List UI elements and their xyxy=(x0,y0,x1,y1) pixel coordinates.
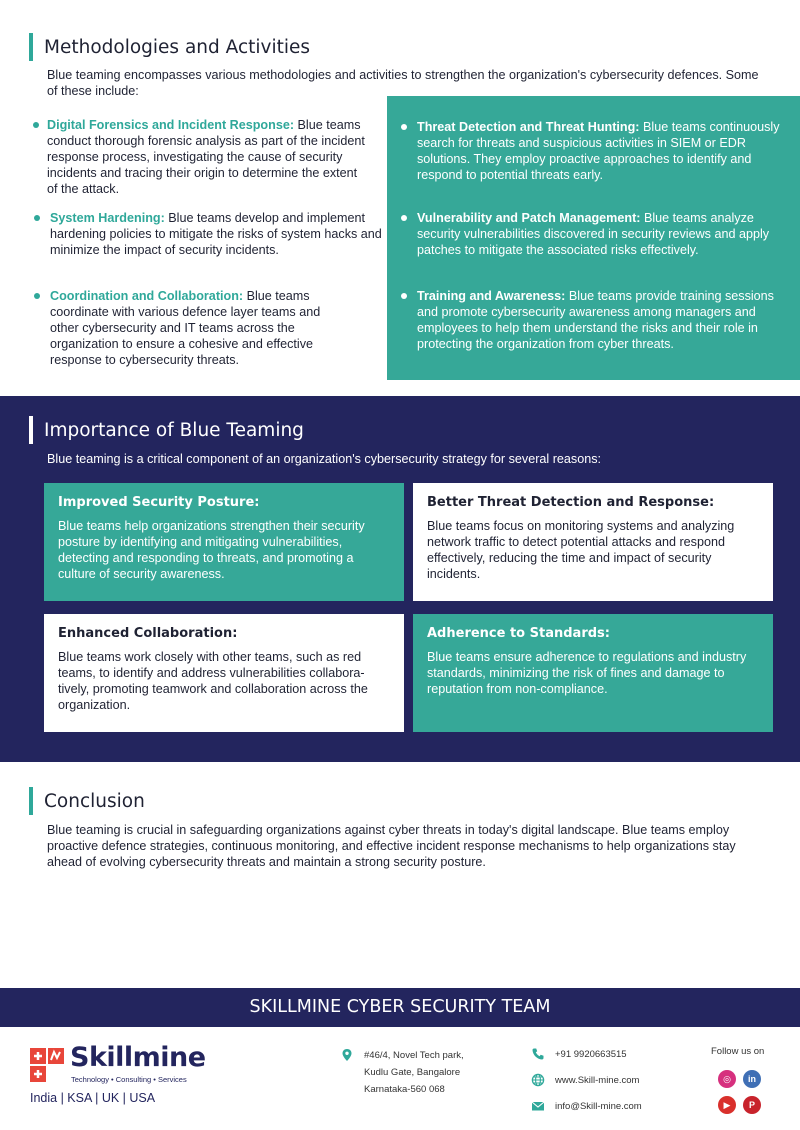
footer-team-banner: SKILLMINE CYBER SECURITY TEAM xyxy=(0,988,800,1027)
list-item xyxy=(50,210,382,258)
email-link[interactable]: info@Skill-mine.com xyxy=(555,1101,642,1112)
brand-name: Skillmine xyxy=(70,1042,206,1073)
brand-tagline: Technology • Consulting • Services xyxy=(71,1075,187,1084)
importance-card xyxy=(44,483,404,601)
importance-section xyxy=(0,396,800,762)
item-text: Blue teams conduct thorough forensic analysis as part of the incident response process, investigating the cause of security incidents and tracing their origin to determine the extent of the attack. xyxy=(47,118,365,196)
skillmine-logo-icon xyxy=(30,1048,64,1082)
list-item xyxy=(47,117,369,197)
location-icon xyxy=(340,1048,354,1062)
item-label: Training and Awareness: xyxy=(417,289,566,303)
bullet-icon xyxy=(33,122,39,128)
globe-icon xyxy=(531,1073,545,1087)
list-item xyxy=(417,288,787,352)
methodologies-intro: Blue teaming encompasses various methodologies and activities to strengthen the organization's cybersecurity defences. Some of these include: xyxy=(47,68,759,98)
item-text: Blue teams analyze security vulnerabilities discovered in security reviews and apply patches to mitigate the associated risks effectively. xyxy=(417,211,770,257)
card-title: Better Threat Detection and Response: xyxy=(427,495,715,510)
countries: India | KSA | UK | USA xyxy=(30,1091,156,1105)
address-line: Kudlu Gate, Bangalore xyxy=(364,1067,461,1078)
card-text: Blue teams work closely with other teams, such as red teams, to identify and address vulnerabilities collabora-tively, promoting teamwork and collaboration across the organization. xyxy=(58,650,368,712)
linkedin-icon[interactable]: in xyxy=(743,1070,761,1088)
section-accent-bar xyxy=(29,787,33,815)
importance-title: Importance of Blue Teaming xyxy=(44,420,304,441)
bullet-icon xyxy=(34,215,40,221)
conclusion-text: Blue teaming is crucial in safeguarding organizations against cyber threats in today's digital landscape. Blue teams employ proactive defence strategies, continuous monitoring, and effective incident response mechanisms to help organizations stay ahead of evolving cybersecurity threats and maintain a strong security posture. xyxy=(47,823,736,869)
phone-number[interactable]: +91 9920663515 xyxy=(555,1049,627,1060)
youtube-icon[interactable]: ▶ xyxy=(718,1096,736,1114)
conclusion-title: Conclusion xyxy=(44,791,145,812)
list-item xyxy=(417,210,785,258)
methodologies-title: Methodologies and Activities xyxy=(44,37,311,58)
item-label: Threat Detection and Threat Hunting: xyxy=(417,120,640,134)
mail-icon xyxy=(531,1099,545,1113)
card-title: Improved Security Posture: xyxy=(58,495,260,510)
importance-subtitle: Blue teaming is a critical component of an organization's cybersecurity strategy for several reasons: xyxy=(47,452,601,466)
bullet-icon xyxy=(401,124,407,130)
pinterest-icon[interactable]: P xyxy=(743,1096,761,1114)
item-label: Vulnerability and Patch Management: xyxy=(417,211,641,225)
importance-card xyxy=(44,614,404,732)
section-accent-bar xyxy=(29,416,33,444)
section-accent-bar xyxy=(29,33,33,61)
card-text: Blue teams focus on monitoring systems and analyzing network traffic to detect potential attacks and respond effectively, reducing the time and impact of security incidents. xyxy=(427,519,735,581)
card-text: Blue teams help organizations strengthen their security posture by identifying and mitigating vulnerabilities, detecting and responding to threats, and promoting a culture of security awareness. xyxy=(58,519,365,581)
card-text: Blue teams ensure adherence to regulations and industry standards, minimizing the risk of fines and damage to reputation from non-compliance. xyxy=(427,650,747,696)
website-link[interactable]: www.Skill-mine.com xyxy=(555,1075,640,1086)
importance-card xyxy=(413,483,773,601)
item-label: Digital Forensics and Incident Response: xyxy=(47,118,295,132)
item-text: Blue teams develop and implement hardening policies to mitigate the risks of system hacks and minimize the impact of security incidents. xyxy=(50,211,382,257)
item-text: Blue teams coordinate with various defence layer teams and other cybersecurity and IT teams across the organization to ensure a cohesive and effective response to cybersecurity threats. xyxy=(50,289,321,367)
address-line: Karnataka-560 068 xyxy=(364,1084,445,1095)
address xyxy=(364,1047,464,1098)
item-label: System Hardening: xyxy=(50,211,165,225)
bullet-icon xyxy=(401,293,407,299)
bullet-icon xyxy=(34,293,40,299)
item-text: Blue teams continuously search for threats and suspicious activities in SIEM or EDR solutions. They employ proactive approaches to identify and respond to potential threats early. xyxy=(417,120,780,182)
list-item xyxy=(50,288,350,368)
instagram-icon[interactable]: ◎ xyxy=(718,1070,736,1088)
importance-card xyxy=(413,614,773,732)
follow-us-label: Follow us on xyxy=(711,1046,765,1057)
bullet-icon xyxy=(401,215,407,221)
item-label: Coordination and Collaboration: xyxy=(50,289,244,303)
card-title: Adherence to Standards: xyxy=(427,626,610,641)
item-text: Blue teams provide training sessions and promote cybersecurity awareness among managers and employees to help them understand the risks and their role in protecting the organization from cyber threats. xyxy=(417,289,774,351)
card-title: Enhanced Collaboration: xyxy=(58,626,238,641)
list-item xyxy=(417,119,785,183)
address-line: #46/4, Novel Tech park, xyxy=(364,1050,464,1061)
phone-icon xyxy=(531,1047,545,1061)
